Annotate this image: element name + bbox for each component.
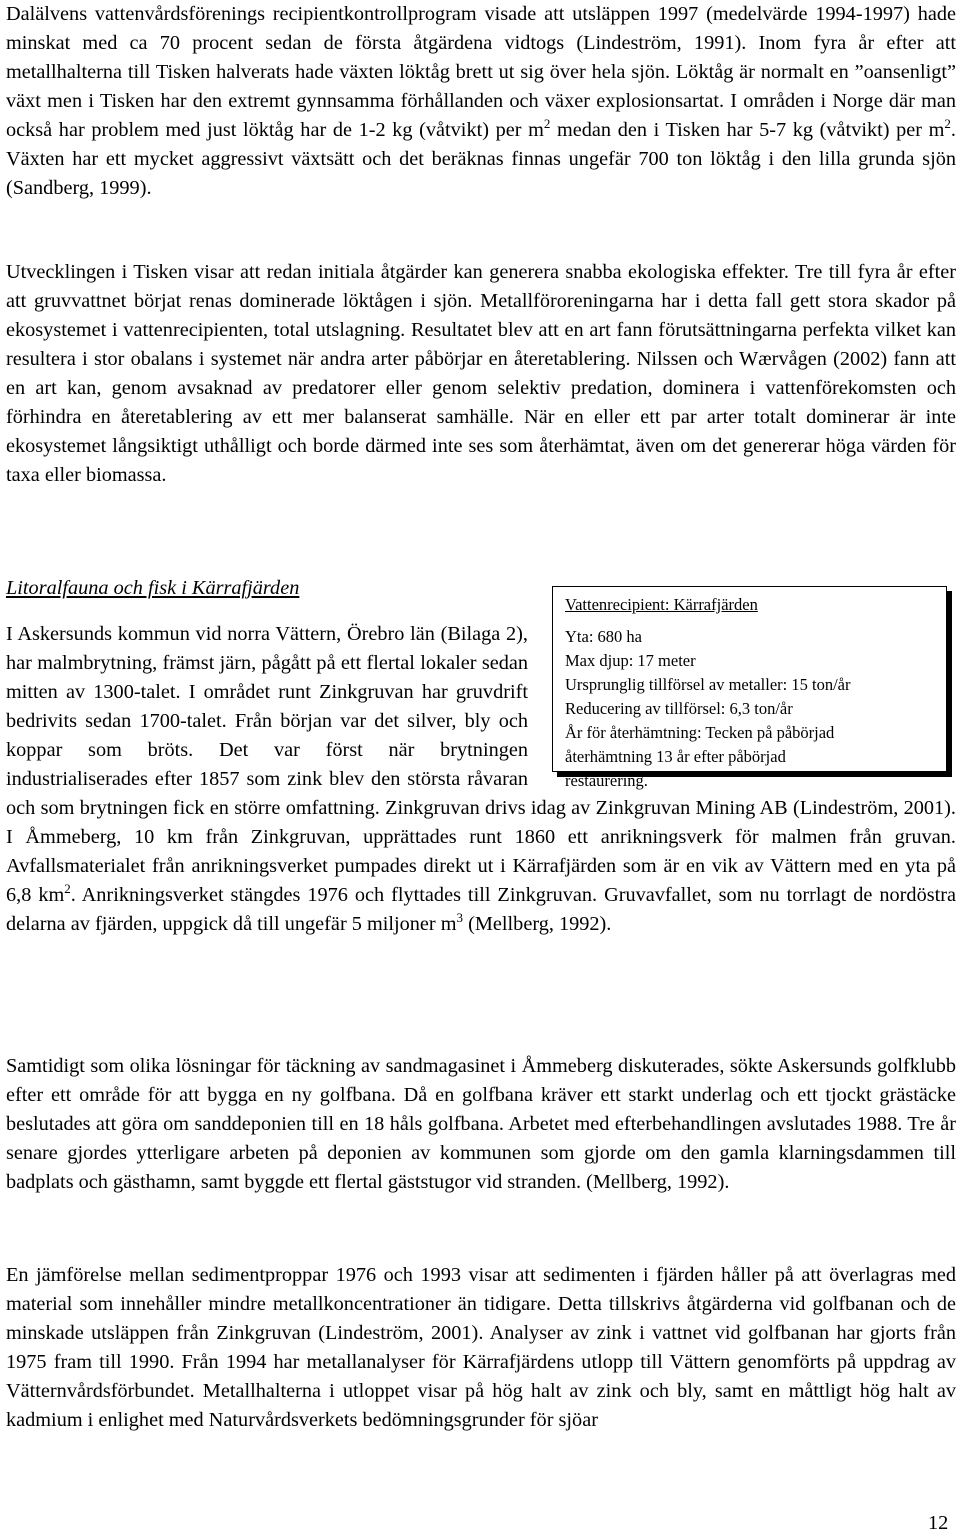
paragraph-sedimentproppar: En jämförelse mellan sedimentproppar 1976 och 1993 visar att sedimenten i fjärden håller på att överlagras med material som innehåller mindre metallkoncentrationer än tidigare. Detta tillskrivs åtgärderna vid golfbanan och de minskade utsläppen från Zinkgruvan (Lindeström, 2001). Analyser av zink i vattnet vid golfbanan har gjorts från 1975 fram till 1990. Från 1994 har metallanalyser för Kärrafjärdens utlopp till Vättern genomförts på uppdrag av Vätternvårdsförbundet. Metallhalterna i utloppet visar på hög halt av zink och bly, samt en måttligt hög halt av kadmium i enlighet med Naturvårdsverkets bedömningsgrunder för sjöar xyxy=(6,1264,956,1431)
superscript: 2 xyxy=(944,116,951,131)
fact-box-line: restaurering. xyxy=(565,771,648,790)
fact-box-line: Yta: 680 ha xyxy=(565,627,642,646)
section-body xyxy=(6,595,956,939)
fact-box-line: återhämtning 13 år efter påbörjad xyxy=(565,747,786,766)
fact-box xyxy=(552,586,947,790)
section-heading: Litoralfauna och fisk i Kärrafjärden xyxy=(6,577,300,599)
fact-box-line: År för återhämtning: Tecken på påbörjad xyxy=(565,723,835,742)
paragraph-text: (Mellberg, 1992). xyxy=(463,913,612,935)
page-number: 12 xyxy=(928,1512,949,1534)
paragraph-text: medan den i Tisken har 5-7 kg (våtvikt) per m xyxy=(550,119,945,141)
paragraph-text: I Askersunds kommun vid norra Vättern, Örebro län (Bilaga 2), har malmbrytning, främst järn, pågått på ett flertal lokaler sedan mitten av 1300-talet. I området runt Zinkgruvan har gruvdrift bedrivits sedan 1700-talet. Från början var det silver, bly och koppar som bröts. Det var först när brytningen industrialiserades efter 1857 som zink blev den största råvaran och som brytningen fick en större omfattning. Zinkgruvan drivs idag av Zinkgruvan Mining AB (Lindeström, 2001). I Åmmeberg, 10 km från Zinkgruvan, upprättades runt 1860 ett anrikningsverk för malmen från gruvan. Avfallsmaterialet från anrikningsverket pumpades direkt ut i Kärrafjärden som är en vik av Vättern med en yta på 6,8 km xyxy=(6,623,956,906)
paragraph-golfbana: Samtidigt som olika lösningar för täckning av sandmagasinet i Åmmeberg diskuterades, sökte Askersunds golfklubb efter ett område för att bygga en ny golfbana. Då en golfbana kräver ett starkt underlag och ett tjockt grästäcke beslutades att göra om sanddeponien till en 18 håls golfbana. Arbetet med efterbehandlingen avslutades 1988. Tre år senare gjordes ytterligare arbeten på deponien av kommunen som gjorde om den gamla klarningsdammen till badplats och gästhamn, samt byggde ett flertal gäststugor vid stranden. (Mellberg, 1992). xyxy=(6,1055,956,1193)
fact-box-title: Vattenrecipient: Kärrafjärden xyxy=(565,595,758,614)
superscript: 2 xyxy=(543,116,551,131)
fact-box-line: Max djup: 17 meter xyxy=(565,651,696,670)
paragraph-text: . Anrikningsverket stängdes 1976 och flyttades till Zinkgruvan. Gruvavfallet, som nu torrlagt de nordöstra delarna av fjärden, uppgick då till ungefär 5 miljoner m xyxy=(6,884,956,935)
sidebox-container xyxy=(548,586,956,790)
fact-box-line: Reducering av tillförsel: 6,3 ton/år xyxy=(565,699,793,718)
superscript: 2 xyxy=(64,881,71,896)
superscript: 3 xyxy=(456,910,464,925)
paragraph-tisken-loktag xyxy=(6,0,956,203)
paragraph-text: . Växten har ett mycket aggressivt växtsätt och det beräknas finnas ungefär 700 ton löktåg i den lilla grunda sjön (Sandberg, 1999). xyxy=(6,119,956,199)
fact-box-line: Ursprunglig tillförsel av metaller: 15 ton/år xyxy=(565,675,851,694)
paragraph-text: Dalälvens vattenvårdsförenings recipientkontrollprogram visade att utsläppen 1997 (medelvärde 1994-1997) hade minskat med ca 70 procent sedan de första åtgärdena vidtogs (Lindeström, 1991). Inom fyra år efter att metallhalterna till Tisken halverats hade växten löktåg brett ut sig över hela sjön. Löktåg är normalt en ”oansenligt” växt men i Tisken har den extremt gynnsamma förhållanden och växer explosionsartat. I områden i Norge där man också har problem med just löktåg har de 1-2 kg (våtvikt) per m xyxy=(6,3,956,141)
paragraph-tisken-utveckling: Utvecklingen i Tisken visar att redan initiala åtgärder kan generera snabba ekologiska effekter. Tre till fyra år efter att gruvvattnet börjat renas dominerade löktågen i sjön. Metallföroreningarna har i detta fall gett stora skador på ekosystemet i vattenrecipienten, total utslagning. Resultatet blev att en art fann förutsättningarna perfekta vilket kan resultera i stor obalans i systemet när andra arter påbörjar en återetablering. Nilssen och Wærvågen (2002) fann att en art kan, genom avsaknad av predatorer eller genom selektiv predation, dominera i vattenförekomsten och förhindra en återetablering av ett mer balanserat samhälle. När en eller ett par arter totalt dominerar är inte ekosystemet långsiktigt uthålligt och borde därmed inte ses som återhämtat, även om det genererar höga värden för taxa eller biomassa. xyxy=(6,261,956,486)
